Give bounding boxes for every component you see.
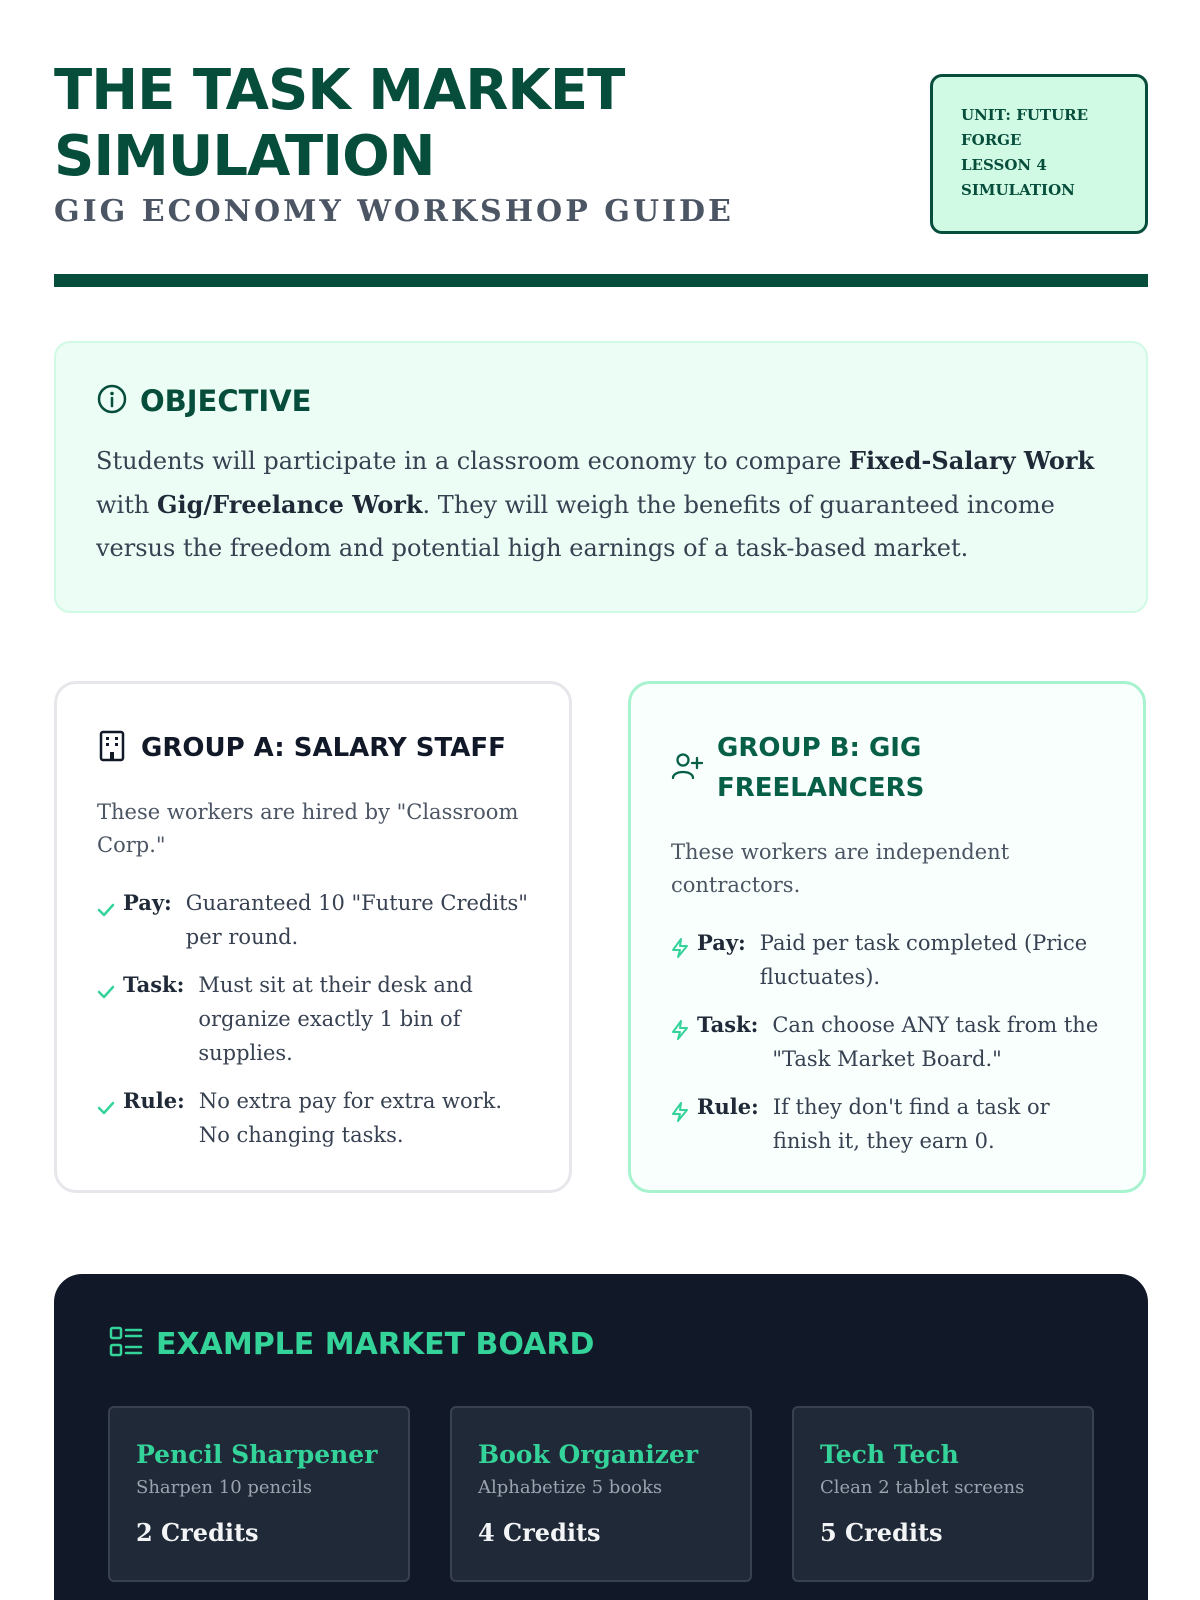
page-subtitle: GIG ECONOMY WORKSHOP GUIDE — [54, 194, 734, 229]
group-a-intro: These workers are hired by "Classroom Corp." — [97, 800, 519, 857]
task-price: 2 Credits — [136, 1518, 259, 1547]
market-board-header — [108, 1324, 1094, 1364]
market-board-title: EXAMPLE MARKET BOARD — [156, 1326, 595, 1362]
objective-text-part: Students will participate in a classroom economy to compare — [96, 447, 849, 475]
task-description: Alphabetize 5 books — [478, 1477, 663, 1498]
group-b-title: GROUP B: GIG FREELANCERS — [717, 733, 925, 803]
unit-line: SIMULATION — [961, 181, 1075, 199]
rule-value: Must sit at their desk and organize exactly 1 bin of supplies. — [198, 973, 473, 1065]
task-name: Pencil Sharpener — [136, 1440, 378, 1469]
rule-value: Guaranteed 10 "Future Credits" per round. — [185, 891, 528, 949]
rule-key: Rule: — [697, 1094, 759, 1119]
page-header — [54, 58, 1148, 238]
objective-term-fixed: Fixed-Salary Work — [848, 446, 1095, 475]
rule-key: Pay: — [123, 890, 172, 915]
group-a-header — [97, 728, 529, 768]
list-item — [671, 1090, 1103, 1158]
objective-text-part: with — [96, 491, 157, 519]
task-price: 4 Credits — [478, 1518, 601, 1547]
lightning-icon — [671, 926, 697, 968]
list-item — [97, 886, 529, 954]
rule-key: Task: — [123, 972, 185, 997]
header-divider — [54, 274, 1148, 287]
check-icon — [97, 886, 123, 928]
check-icon — [97, 1084, 123, 1126]
group-a-title: GROUP A: SALARY STAFF — [141, 733, 506, 763]
group-a-rules — [97, 886, 529, 1152]
rule-key: Pay: — [697, 930, 746, 955]
list-item — [97, 1084, 529, 1152]
lightning-icon — [671, 1090, 697, 1132]
rule-key: Task: — [697, 1012, 759, 1037]
group-b-card — [628, 681, 1146, 1193]
building-icon — [97, 729, 127, 767]
task-name: Tech Tech — [820, 1440, 959, 1469]
list-item — [671, 926, 1103, 994]
unit-badge — [930, 74, 1148, 234]
info-icon — [96, 383, 128, 419]
objective-panel — [54, 341, 1148, 613]
task-price: 5 Credits — [820, 1518, 943, 1547]
list-item — [671, 1008, 1103, 1076]
rule-value: No extra pay for extra work. No changing tasks. — [198, 1089, 503, 1147]
task-card — [792, 1406, 1094, 1582]
rule-key: Rule: — [123, 1088, 185, 1113]
list-item — [97, 968, 529, 1070]
group-a-card — [54, 681, 572, 1193]
unit-line: FORGE — [961, 131, 1022, 149]
market-board — [54, 1274, 1148, 1600]
check-icon — [97, 968, 123, 1010]
group-b-intro: These workers are independent contractors. — [671, 840, 1010, 897]
task-card — [108, 1406, 410, 1582]
task-description: Clean 2 tablet screens — [820, 1477, 1025, 1498]
lightning-icon — [671, 1008, 697, 1050]
unit-line: UNIT: FUTURE — [961, 106, 1089, 124]
group-b-rules — [671, 926, 1103, 1158]
task-card — [450, 1406, 752, 1582]
objective-text-part: . They will weigh the benefits of guaranteed income versus the freedom and potential high earnings of a task-based market. — [96, 491, 1055, 562]
unit-line: LESSON 4 — [961, 156, 1047, 174]
objective-term-gig: Gig/Freelance Work — [156, 490, 423, 519]
page-title: THE TASK MARKET SIMULATION — [54, 58, 625, 189]
rule-value: If they don't find a task or finish it, they earn 0. — [772, 1095, 1050, 1153]
objective-header — [96, 383, 1106, 419]
rule-value: Can choose ANY task from the "Task Market Board." — [772, 1013, 1099, 1071]
objective-text — [96, 439, 1106, 570]
task-name: Book Organizer — [478, 1440, 699, 1469]
list-grid-icon — [108, 1324, 144, 1364]
user-plus-icon — [671, 750, 703, 786]
objective-title: OBJECTIVE — [140, 384, 312, 418]
group-b-header — [671, 728, 1103, 808]
task-cards — [108, 1406, 1094, 1582]
rule-value: Paid per task completed (Price fluctuates). — [759, 931, 1088, 989]
task-description: Sharpen 10 pencils — [136, 1477, 312, 1498]
